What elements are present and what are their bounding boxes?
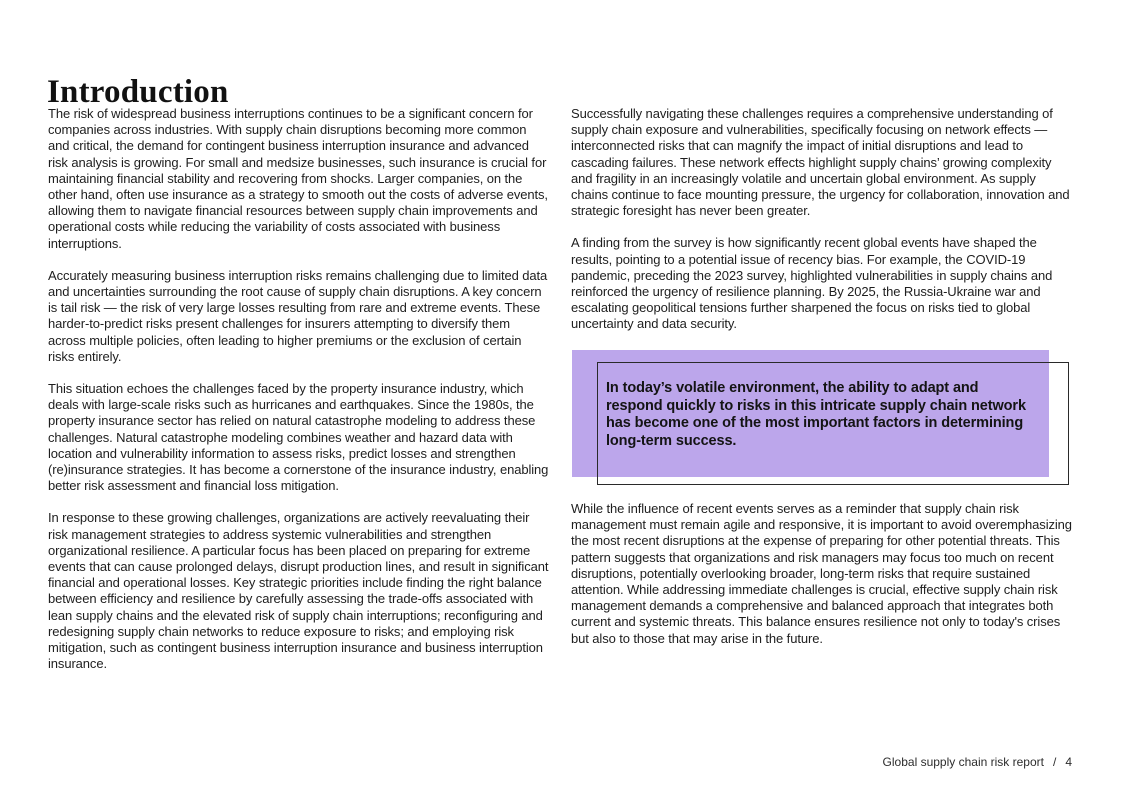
body-paragraph: A finding from the survey is how significantly recent global events have shaped the results, pointing to a potential issue of recency bias. For example, the COVID-19 pandemic, preceding the 2023 survey, highlighted vulnerabilities in supply chains and reinforced the urgency of resilience planning. By 2025, the Russia-Ukraine war and escalating geopolitical tensions further sharpened the focus on risks tied to global uncertainty and data security. xyxy=(571,235,1053,332)
body-paragraph: Successfully navigating these challenges requires a comprehensive understanding of supply chain exposure and vulnerabilities, specifically focusing on network effects — interconnected risks that can magnify the impact of initial disruptions and lead to cascading failures. These network effects highlight supply chains’ growing complexity and fragility in an increasingly volatile and uncertain global environment. As supply chains continue to face mounting pressure, the urgency for collaboration, innovation and strategic foresight has never been greater. xyxy=(571,106,1070,219)
page-footer xyxy=(672,755,1072,770)
left-column xyxy=(48,106,549,689)
body-paragraph: In response to these growing challenges, organizations are actively reevaluating their risk management strategies to address systemic vulnerabilities and strengthen organizational resilience. A particular focus has been placed on preparing for extreme events that can cause prolonged delays, disrupt production lines, and result in significant financial and operational losses. Key strategic priorities include finding the right balance between efficiency and resilience by carefully assessing the trade-offs associated with lean supply chains and the elevated risk of supply chain interruptions; reconfiguring and redesigning supply chain networks to reduce exposure to risks; and employing risk mitigation, such as contingent business interruption insurance and business interruption insurance. xyxy=(48,510,549,672)
page-title: Introduction xyxy=(47,74,229,111)
body-paragraph: The risk of widespread business interruptions continues to be a significant concern for companies across industries. With supply chain disruptions becoming more common and critical, the demand for contingent business interruption insurance and advanced risk analysis is growing. For small and medsize businesses, such insurance is crucial for maintaining financial stability and recovering from shocks. Larger companies, on the other hand, often use insurance as a strategy to smooth out the costs of adverse events, allowing them to navigate financial resources between supply chain improvements and operational costs while reducing the variability of costs associated with business interruptions. xyxy=(48,106,548,251)
right-column-bottom xyxy=(571,501,1072,663)
body-paragraph: While the influence of recent events serves as a reminder that supply chain risk management must remain agile and responsive, it is important to avoid overemphasizing the most recent disruptions at the expense of preparing for other potential threats. This pattern suggests that organizations and risk managers may focus too much on recent disruptions, potentially overlooking broader, long-term risks that require sustained attention. While addressing immediate challenges is crucial, effective supply chain risk management demands a comprehensive and balanced approach that integrates both current and systemic threats. This balance ensures resilience not only to today's crises but also to those that may arise in the future. xyxy=(571,501,1072,646)
body-paragraph: Accurately measuring business interruption risks remains challenging due to limited data and uncertainties surrounding the root cause of supply chain disruptions. A key concern is tail risk — the risk of very large losses resulting from rare and extreme events. These harder-to-predict risks present challenges for insurers attempting to diversify them across multiple policies, often leading to higher premiums or the exclusion of certain risks entirely. xyxy=(48,267,548,364)
footer-report-title: Global supply chain risk report xyxy=(882,755,1044,769)
right-column-top xyxy=(571,106,1072,349)
body-paragraph: This situation echoes the challenges faced by the property insurance industry, which deals with large-scale risks such as hurricanes and earthquakes. Since the 1980s, the property insurance sector has relied on natural catastrophe modeling to address these challenges. Natural catastrophe modeling combines weather and hazard data with location and vulnerability information to assess risks, predict losses and strengthen (re)insurance strategies. It has become a cornerstone of the insurance industry, enabling better risk assessment and financial loss mitigation. xyxy=(48,381,549,494)
callout-quote: In today’s volatile environment, the ability to adapt and respond quickly to risks in this intricate supply chain network has become one of the most important factors in determining long-term success. xyxy=(606,380,1026,449)
footer-separator: / xyxy=(1052,755,1057,769)
footer-page-number: 4 xyxy=(1065,755,1072,769)
